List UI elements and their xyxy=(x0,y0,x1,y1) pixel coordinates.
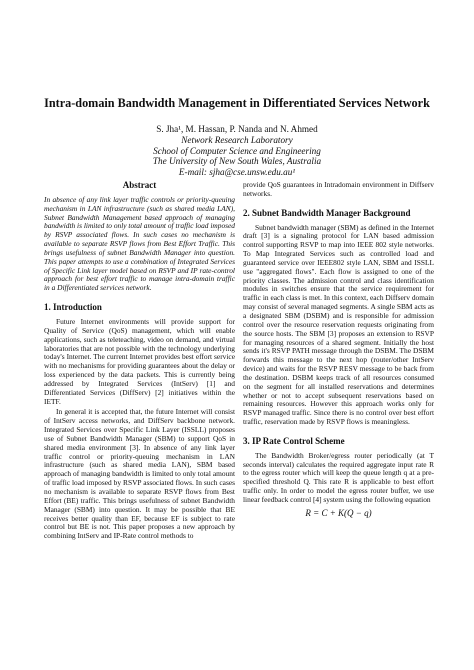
rate-equation: R = C + K(Q − q) xyxy=(305,507,372,518)
left-column xyxy=(44,181,235,543)
affiliation-lab: Network Research Laboratory xyxy=(181,134,293,145)
section-heading-sbm: 2. Subnet Bandwidth Manager Background xyxy=(243,207,411,218)
affiliation-university: The University of New South Wales, Australia xyxy=(152,156,322,167)
affiliation-school: School of Computer Science and Engineering xyxy=(153,145,321,156)
abstract-text: In absence of any link layer traffic controls or priority-queuing mechanism in LAN infrastructure (such as shared media LAN), Subnet Bandwidth Management based approach of managing bandwidth is limited to only total amount of traffic load imposed by RSVP associated flows. In such cases no mechanism is available to separate RSVP flows from Best Effort Traffic. This brings usefulness of subnet Bandwidth Manager into question. This paper attempts to use a combination of Integrated Services of Specific Link layer model based on RSVP and IP rate-control approach for best effort traffic to manage intra-domain traffic in a Differentiated services network. xyxy=(44,194,235,293)
paper-title: Intra-domain Bandwidth Management in Differentiated Services Network xyxy=(44,96,430,110)
intro-paragraph-2: In general it is accepted that, the future Internet will consist of IntServ access networks, and DiffServ backbone network. Integrated Services over Specific Link Layer (ISSLL) proposes use of Subnet Bandwidth Manager (SBM) to support QoS in shared media environment [3]. In absence of any link layer traffic control or priority-queuing mechanism in LAN infrastructure (such as shared media LAN), SBM based approach of managing bandwidth is limited to only total amount of traffic load imposed by RSVP associated flows. In such cases no mechanism is available to separate RSVP flows from Best Effort (BE) traffic. This brings usefulness of subnet Bandwidth Manager (SBM) into question. It may be possible that BE receives better quality than EF, because EF is subject to rate control but BE is not. This paper proposes a new approach by combining IntServ and IP-Rate control methods to xyxy=(44,407,235,541)
section-heading-introduction: 1. Introduction xyxy=(44,302,102,313)
right-column xyxy=(243,181,434,518)
author-email: E-mail: sjha@cse.unsw.edu.au¹ xyxy=(178,167,296,178)
author-list: S. Jha¹, M. Hassan, P. Nanda and N. Ahmed xyxy=(156,124,318,134)
abstract-heading: Abstract xyxy=(122,180,157,190)
section-heading-ip-rate: 3. IP Rate Control Scheme xyxy=(243,435,345,446)
intro-paragraph-1: Future Internet environments will provide support for Quality of Service (QoS) management, which will enable applications, such as teleteaching, video on demand, and virtual laboratories that are not possible with the technology underlying today's Internet. The current Internet provides best effort service with no mechanisms for providing guarantees about the delay or loss experienced by the data packets. This is currently being addressed by Integrated Services (IntServ) [1] and Differentiated Services (DiffServ) [2] initiatives within the IETF. xyxy=(44,316,235,406)
ip-rate-paragraph: The Bandwidth Broker/egress router periodically (at T seconds interval) calculates the required aggregate input rate R to the egress router which will keep the queue length q at a pre-specified threshold Q. This rate R is applicable to best effort traffic only. In order to model the egress router buffer, we use linear feedback control [4] system using the following equation xyxy=(243,450,434,504)
author-block xyxy=(0,124,474,178)
intro-continued: provide QoS guarantees in Intradomain environment in Diffserv networks. xyxy=(243,180,434,198)
sbm-paragraph: Subnet bandwidth manager (SBM) as defined in the Internet draft [3] is a signaling protocol for LAN based admission control supporting RSVP to map into IEEE 802 style networks. To Map Integrated Services such as controlled load and guaranteed service over IEEE802 style LAN, SBM and ISSLL use "aggregated flows". Each flow is assigned to one of the priority classes. The admission control and class identification modules in switches ensure that the service requirement for traffic in each class is met. In this context, each Diffserv domain may consist of several managed segments. A single SBM acts as a designated SBM (DSBM) and is responsible for admission control over the resource reservation requests originating from the source hosts. The SBM [3] proposes an extension to RSVP for managing resources of a shared segment. Initially the host sends it's RSVP PATH message through the DSBM. The DSBM forwards this message to the next hop (router/other IntServ device) and waits for the RSVP RESV message to be back from the destination. DSBM keeps track of all resources consumed on the segment for all installed reservations and determines whether or not to accept subsequent reservations based on remaining resources. However this approach works only for RSVP managed traffic. Since there is no control over best effort traffic, reservation made by RSVP flows is meaningless. xyxy=(243,222,434,427)
